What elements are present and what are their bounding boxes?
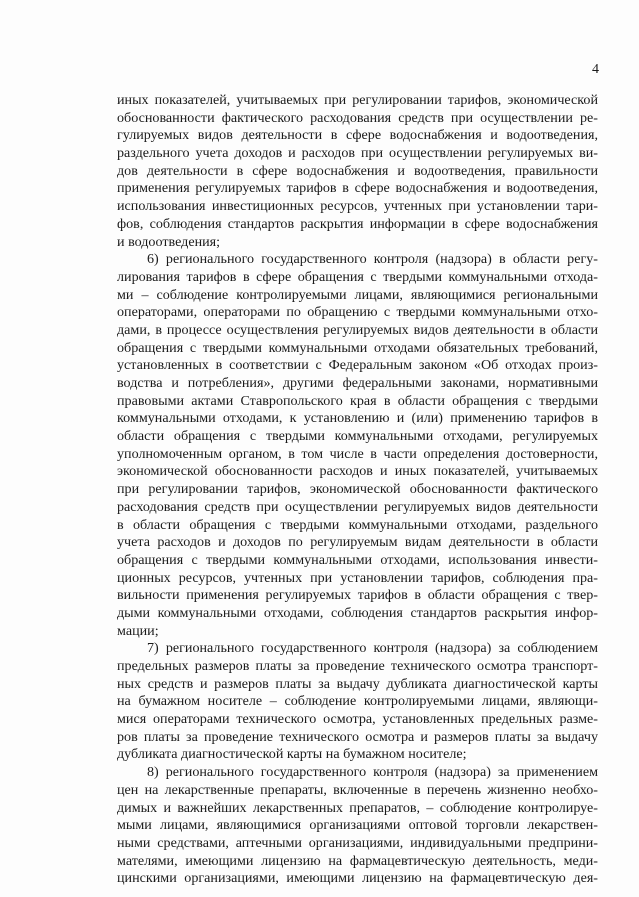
text-line: уполномоченным органом, в том числе в части определения достоверности, — [117, 445, 598, 462]
text-line: предельных размеров платы за проведение технического осмотра транспорт- — [117, 658, 598, 674]
text-line: цинскими организациями, имеющими лицензию на фармацевтическую дея- — [117, 870, 598, 887]
text-line: иных показателей, учитываемых при регулировании тарифов, экономической — [117, 92, 598, 108]
text-line: в области обращения с твердыми коммунальными отходами, раздельного — [117, 516, 598, 533]
text-line: установленных в соответствии с Федеральным законом «Об отходах произ- — [117, 357, 598, 374]
text-line: обоснованности фактического расходования средств при осуществлении ре- — [117, 109, 598, 126]
text-line: дыми коммунальными отходами, соблюдения стандартов раскрытия инфор- — [117, 604, 598, 621]
text-line: при регулировании тарифов, экономической обоснованности фактического — [117, 481, 598, 498]
text-line: вильности применения регулируемых тарифов в области обращения с твер- — [117, 587, 598, 604]
text-line: области обращения с твердыми коммунальными отходами, регулируемых — [117, 428, 598, 445]
text-line: экономической обоснованности расходов и иных показателей, учитываемых — [117, 463, 598, 480]
text-line: 7) регионального государственного контроля (надзора) за соблюдением — [147, 640, 598, 657]
text-line: дубликата диагностической карты на бумажном носителе; — [117, 746, 467, 763]
text-line: димых и важнейших лекарственных препаратов, – соблюдение контролируе- — [117, 799, 598, 816]
text-line: правовыми актами Ставропольского края в области обращения с твердыми — [117, 392, 598, 409]
text-line: лирования тарифов в сфере обращения с твердыми коммунальными отхода- — [117, 268, 598, 285]
text-line: применения регулируемых тарифов в сфере водоснабжения и водоотведения, — [117, 180, 598, 197]
text-line: дами, в процессе осуществления регулируемых видов деятельности в области — [117, 321, 598, 338]
text-line: мися операторами технического осмотра, установленных предельных разме- — [117, 711, 598, 728]
text-line: раздельного учета доходов и расходов при осуществлении регулируемых ви- — [117, 145, 598, 162]
text-line: ных средств и размеров платы за выдачу дубликата диагностической карты — [117, 675, 598, 692]
text-line: ров платы за проведение технического осмотра и размеров платы за выдачу — [117, 728, 598, 745]
text-line: дов деятельности в сфере водоснабжения и водоотведения, правильности — [117, 162, 598, 179]
text-line: цен на лекарственные препараты, включенные в перечень жизненно необхо- — [117, 781, 598, 798]
text-line: мателями, имеющими лицензию на фармацевтическую деятельность, меди- — [117, 852, 598, 869]
page-number: 4 — [592, 62, 599, 77]
text-line: мации; — [117, 622, 159, 639]
text-line: коммунальными отходами, к установлению и (или) применению тарифов в — [117, 410, 598, 427]
document-body — [117, 92, 598, 888]
text-line: обращения с твердыми коммунальными отходами, использования инвести- — [117, 551, 598, 568]
text-line: ционных ресурсов, учтенных при установлении тарифов, соблюдения пра- — [117, 569, 598, 586]
text-line: использования инвестиционных ресурсов, учтенных при установлении тари- — [117, 198, 598, 215]
text-line: и водоотведения; — [117, 233, 221, 250]
text-line: ными средствами, аптечными организациями, индивидуальными предприни- — [117, 834, 598, 851]
text-line: учета расходов и доходов по регулируемым видам деятельности в области — [117, 534, 598, 551]
text-line: ми – соблюдение контролируемыми лицами, являющимися региональными — [117, 286, 598, 303]
text-line: 6) регионального государственного контроля (надзора) в области регу- — [147, 251, 598, 268]
text-line: гулируемых видов деятельности в сфере водоснабжения и водоотведения, — [117, 127, 598, 144]
text-line: расходования средств при осуществлении регулируемых видов деятельности — [117, 498, 598, 515]
text-line: 8) регионального государственного контроля (надзора) за применением — [147, 764, 598, 781]
text-line: фов, соблюдения стандартов раскрытия информации в сфере водоснабжения — [117, 215, 598, 232]
text-line: на бумажном носителе – соблюдение контролируемыми лицами, являющи- — [117, 693, 598, 710]
text-line: мыми лицами, являющимися организациями оптовой торговли лекарствен- — [117, 817, 598, 834]
text-line: операторами, операторами по обращению с твердыми коммунальными отхо- — [117, 304, 598, 321]
text-line: водства и потребления», другими федеральными законами, нормативными — [117, 375, 598, 391]
text-line: обращения с твердыми коммунальными отходами обязательных требований, — [117, 339, 598, 356]
